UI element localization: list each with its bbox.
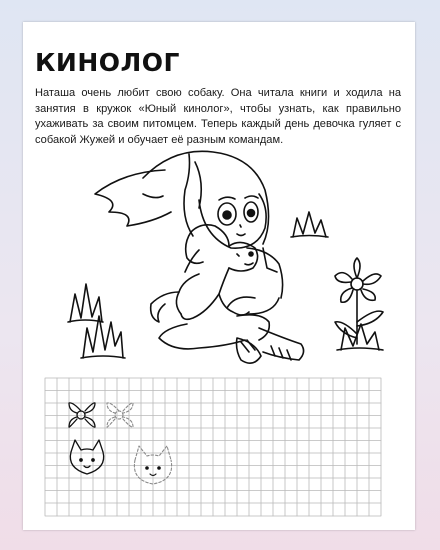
girl-legs-icon	[159, 315, 304, 363]
girl-hair-icon	[95, 151, 269, 244]
flower-pattern-icon	[69, 403, 95, 427]
story-text: Наташа очень любит свою собаку. Она читала книги и ходила на занятия в кружок «Юный кинолог», чтобы узнать, как правильно ухаживать за своим питомцем. Теперь каждый день девочка гуляет с собакой Жужей и обучает её разным командам.	[35, 87, 401, 146]
flower-right-icon	[335, 258, 383, 350]
grass-left-icon	[68, 284, 125, 358]
page-title: КИНОЛОГ	[35, 48, 180, 77]
dog-face-pattern-icon	[70, 440, 103, 474]
worksheet-page	[23, 22, 415, 530]
grass-right-icon	[291, 212, 328, 237]
girl-face-icon	[199, 194, 266, 248]
coloring-illustration	[23, 22, 415, 530]
girl-body-icon	[185, 248, 283, 314]
dog-icon	[151, 225, 258, 322]
